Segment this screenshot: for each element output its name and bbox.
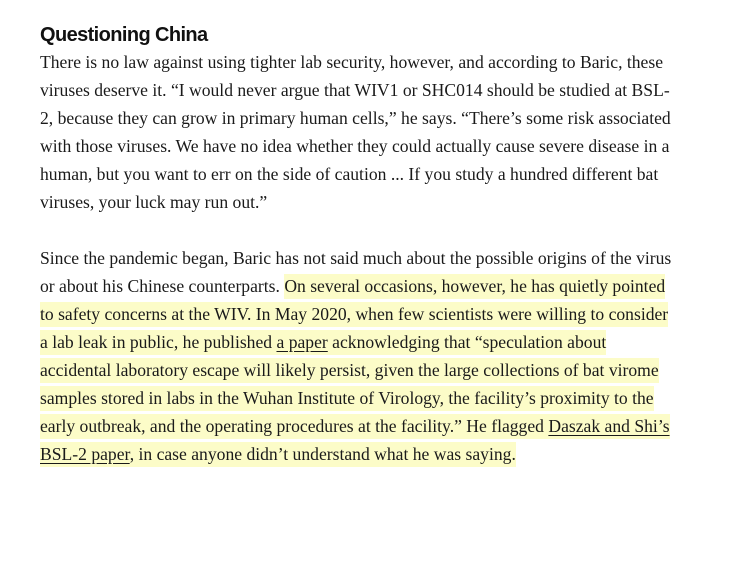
section-heading: Questioning China <box>40 24 208 46</box>
paragraph-intro-text: Since the pandemic began, Baric has not said much about the possible origins of the virus or about his Chinese counterparts. <box>40 248 672 296</box>
highlight-text-part1: On several occasions, however, he has quietly pointed to safety concerns at the WIV. In May 2020, when few scientists were willing to consider a lab leak in public, he published <box>40 276 669 352</box>
highlighted-passage <box>40 274 670 467</box>
bsl2-paper-link[interactable]: Daszak and Shi’s BSL-2 paper <box>40 416 670 464</box>
article-body <box>40 22 680 468</box>
paper-link[interactable]: a paper <box>276 332 328 352</box>
highlight-text-part3: , in case anyone didn’t understand what he was saying. <box>129 444 516 464</box>
paragraph-pandemic-origins <box>40 244 680 468</box>
highlight-text-part2: acknowledging that “speculation about accidental laboratory escape will likely persist, given the large collections of bat virome samples stored in labs in the Wuhan Institute of Virology, the facility’s proximity to the early outbreak, and the operating procedures at the facility.” He flagged <box>40 332 659 436</box>
paragraph-baric-quote: There is no law against using tighter lab security, however, and according to Baric, these viruses deserve it. “I would never argue that WIV1 or SHC014 should be studied at BSL-2, because they can grow in primary human cells,” he says. “There’s some risk associated with those viruses. We have no idea whether they could actually cause severe disease in a human, but you want to err on the side of caution ... If you study a hundred different bat viruses, your luck may run out.” <box>40 52 671 212</box>
